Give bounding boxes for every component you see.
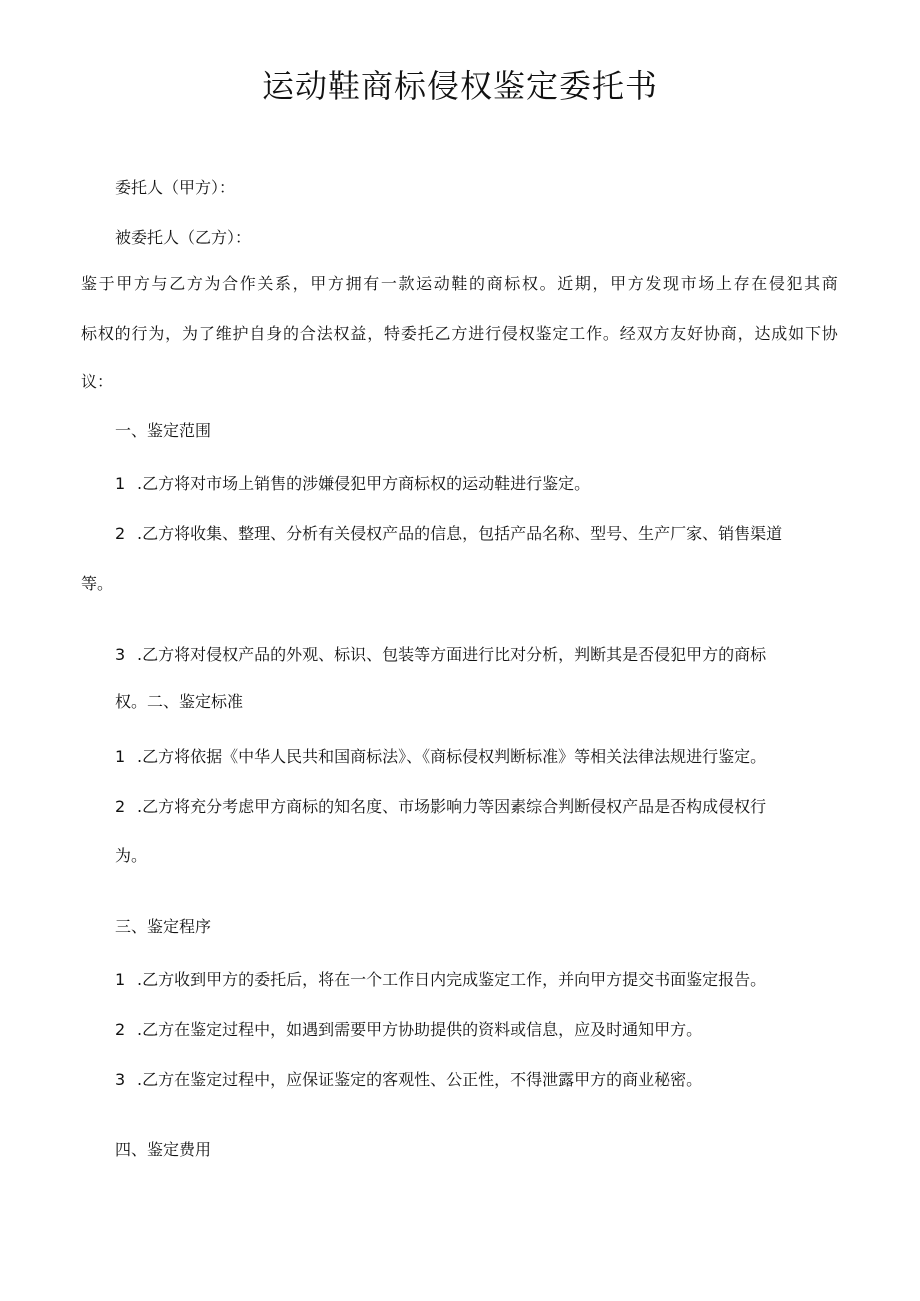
- scope-item-2-continuation: 等。: [81, 574, 114, 593]
- scope-item-3-continuation: 权。二、鉴定标准: [115, 692, 244, 711]
- section-heading-procedure: 三、鉴定程序: [115, 917, 212, 936]
- procedure-item-2-number: 2: [115, 1020, 126, 1039]
- standard-item-1: [115, 745, 766, 769]
- procedure-item-2: [115, 1018, 702, 1042]
- scope-item-2-text: .乙方将收集、整理、分析有关侵权产品的信息，包括产品名称、型号、生产厂家、销售渠道: [137, 524, 783, 543]
- standard-item-1-text: .乙方将依据《中华人民共和国商标法》、《商标侵权判断标准》等相关法律法规进行鉴定。: [137, 747, 767, 766]
- scope-item-3-text: .乙方将对侵权产品的外观、标识、包装等方面进行比对分析，判断其是否侵犯甲方的商标: [137, 645, 767, 664]
- standard-item-2-continuation: 为。: [115, 846, 148, 865]
- scope-item-1: [115, 472, 590, 496]
- preamble-line-3: 议：: [81, 372, 114, 391]
- document-title: 运动鞋商标侵权鉴定委托书: [261, 67, 658, 105]
- client-label: 委托人（甲方）：: [115, 178, 236, 197]
- preamble-line-1: [81, 272, 838, 296]
- preamble-line-2: [81, 322, 838, 346]
- procedure-item-1-number: 1: [115, 970, 126, 989]
- agent-label: 被委托人（乙方）：: [115, 228, 252, 247]
- procedure-item-3: [115, 1068, 702, 1092]
- section-heading-fees: 四、鉴定费用: [115, 1140, 212, 1159]
- scope-item-1-text: .乙方将对市场上销售的涉嫌侵犯甲方商标权的运动鞋进行鉴定。: [137, 474, 591, 493]
- scope-item-3: [115, 643, 766, 667]
- scope-item-3-number: 3: [115, 645, 126, 664]
- procedure-item-3-number: 3: [115, 1070, 126, 1089]
- scope-item-2-number: 2: [115, 524, 126, 543]
- standard-item-2: [115, 795, 766, 819]
- scope-item-1-number: 1: [115, 474, 126, 493]
- standard-item-1-number: 1: [115, 747, 126, 766]
- preamble-line-1-text: 鉴于甲方与乙方为合作关系，甲方拥有一款运动鞋的商标权。近期，甲方发现市场上存在侵犯其商: [81, 274, 838, 293]
- standard-item-2-number: 2: [115, 797, 126, 816]
- procedure-item-2-text: .乙方在鉴定过程中，如遇到需要甲方协助提供的资料或信息，应及时通知甲方。: [137, 1020, 703, 1039]
- procedure-item-1: [115, 968, 766, 992]
- section-heading-scope: 一、鉴定范围: [115, 421, 212, 440]
- preamble-line-2-text: 标权的行为，为了维护自身的合法权益，特委托乙方进行侵权鉴定工作。经双方友好协商，达成如下协: [81, 324, 838, 343]
- procedure-item-3-text: .乙方在鉴定过程中，应保证鉴定的客观性、公正性，不得泄露甲方的商业秘密。: [137, 1070, 703, 1089]
- scope-item-2: [115, 522, 782, 546]
- procedure-item-1-text: .乙方收到甲方的委托后，将在一个工作日内完成鉴定工作，并向甲方提交书面鉴定报告。: [137, 970, 767, 989]
- standard-item-2-text: .乙方将充分考虑甲方商标的知名度、市场影响力等因素综合判断侵权产品是否构成侵权行: [137, 797, 767, 816]
